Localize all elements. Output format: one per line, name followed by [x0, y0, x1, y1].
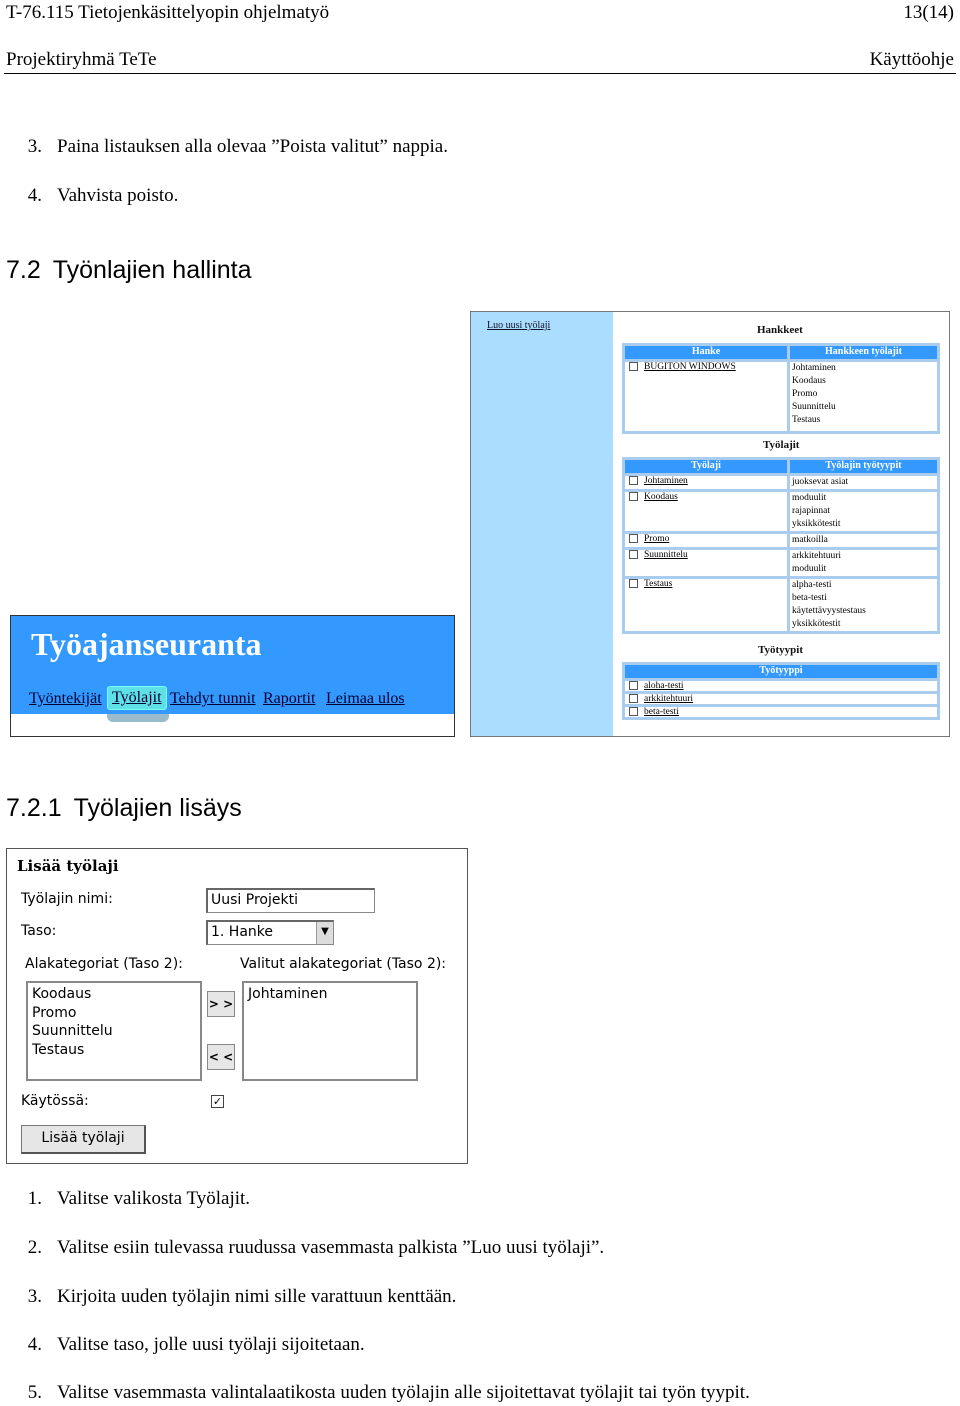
list-item: moduulit: [792, 564, 827, 574]
header-rule: [4, 73, 956, 74]
app-title: Työajanseuranta: [31, 626, 262, 662]
section-heading: [6, 794, 242, 823]
step-item: [4, 136, 448, 158]
hanke-link[interactable]: BUGITON WINDOWS: [644, 362, 736, 372]
section-number: 7.2: [6, 256, 41, 284]
hankkeet-table: [622, 343, 940, 434]
step-number: 5.: [27, 1382, 42, 1403]
step-text: Vahvista poisto.: [57, 185, 179, 206]
table-row: [624, 706, 939, 719]
tyotyyppi-header: Työtyyppi: [624, 664, 939, 680]
tyolajit-title: Työlajit: [763, 439, 800, 451]
tyolaji-link[interactable]: Johtaminen: [644, 476, 688, 486]
tyotyypit-table: [622, 662, 940, 720]
step-text: Kirjoita uuden työlajin nimi sille varattuun kenttään.: [57, 1286, 457, 1307]
list-item: moduulit: [792, 493, 827, 503]
step-number: 2.: [27, 1237, 42, 1258]
page-number: 13(14): [903, 2, 954, 23]
step-item: [4, 1334, 365, 1356]
step-text: Valitse vasemmasta valintalaatikosta uuden työlajin alle sijoitettavat työlajit tai työn tyypit.: [57, 1382, 750, 1403]
level-select[interactable]: [206, 920, 334, 945]
list-item: Testaus: [792, 415, 821, 425]
step-item: [4, 1188, 250, 1210]
list-item: käytettävyystestaus: [792, 606, 866, 616]
row-checkbox[interactable]: [629, 579, 638, 588]
tyotyypit-title: Työtyypit: [758, 644, 804, 656]
tyolaji-header: Työlaji: [624, 459, 789, 475]
table-row: [624, 491, 789, 533]
tyotyyppi-link[interactable]: arkkitehtuuri: [644, 694, 694, 704]
tyolajit-table: [622, 457, 940, 634]
types-cell: [789, 491, 939, 533]
row-checkbox[interactable]: [629, 362, 638, 371]
step-item: [4, 1382, 750, 1404]
list-item[interactable]: Promo: [32, 1004, 77, 1021]
step-item: [4, 185, 178, 207]
tyotyyppi-link[interactable]: beta-testi: [644, 707, 679, 717]
row-checkbox[interactable]: [629, 534, 638, 543]
active-label: Käytössä:: [21, 1093, 89, 1109]
table-row: [624, 549, 789, 578]
tyolaji-name-input[interactable]: Uusi Projekti: [206, 888, 375, 913]
list-item: Johtaminen: [792, 363, 836, 373]
list-item: Koodaus: [792, 376, 826, 386]
tyotyyppi-link[interactable]: aloha-testi: [644, 681, 684, 691]
table-row: [624, 680, 939, 693]
step-text: Valitse valikosta Työlajit.: [57, 1188, 251, 1209]
step-item: [4, 1286, 456, 1308]
tyolajin-tyotyypit-header: Työlajin työtyypit: [789, 459, 939, 475]
list-item: alpha-testi: [792, 580, 832, 590]
hankkeen-tyolajit-header: Hankkeen työlajit: [789, 345, 939, 361]
step-number: 1.: [27, 1188, 42, 1209]
active-checkbox[interactable]: ✓: [212, 1095, 223, 1108]
types-cell: [789, 549, 939, 578]
list-item[interactable]: Suunnittelu: [32, 1023, 113, 1039]
row-checkbox[interactable]: [629, 694, 638, 703]
group-name: Projektiryhmä TeTe: [6, 49, 157, 70]
move-right-button[interactable]: > >: [207, 991, 235, 1017]
nav-tyontekijat[interactable]: Työntekijät: [29, 690, 102, 707]
list-item: yksikkötestit: [792, 619, 841, 629]
document-type: Käyttöohje: [869, 49, 954, 70]
hankkeet-title: Hankkeet: [757, 324, 803, 336]
table-row: [624, 578, 789, 633]
app-banner-screenshot: [10, 615, 455, 737]
row-checkbox[interactable]: [629, 492, 638, 501]
name-label: Työlajin nimi:: [21, 891, 113, 907]
tyolaji-link[interactable]: Suunnittelu: [644, 550, 688, 560]
step-number: 4.: [27, 185, 42, 206]
level-select-value: 1. Hanke: [211, 924, 274, 940]
table-row: [624, 533, 789, 549]
step-text: Valitse esiin tulevassa ruudussa vasemmasta palkista ”Luo uusi työlaji”.: [57, 1237, 605, 1258]
table-row: [624, 475, 789, 491]
course-title: T-76.115 Tietojenkäsittelyopin ohjelmatyö: [6, 2, 330, 23]
list-item: Promo: [792, 389, 818, 399]
step-number: 3.: [27, 1286, 42, 1307]
section-title: Työnlajien hallinta: [52, 256, 252, 284]
row-checkbox[interactable]: [629, 707, 638, 716]
tyolaji-link[interactable]: Testaus: [644, 579, 673, 589]
tyolaji-link[interactable]: Promo: [644, 534, 670, 544]
selected-subcategories-listbox[interactable]: [242, 981, 418, 1081]
list-item: Suunnittelu: [792, 402, 836, 412]
table-row: [624, 693, 939, 706]
list-item: juoksevat asiat: [792, 477, 849, 487]
section-heading: [6, 256, 252, 285]
section-number: 7.2.1: [6, 794, 62, 822]
tyolajit-admin-screenshot: [470, 311, 950, 737]
row-checkbox[interactable]: [629, 476, 638, 485]
chevron-down-icon[interactable]: ▼: [316, 922, 333, 944]
types-cell: [789, 578, 939, 633]
step-text: Valitse taso, jolle uusi työlaji sijoitetaan.: [57, 1334, 365, 1355]
row-checkbox[interactable]: [629, 681, 638, 690]
subcategories-label: Alakategoriat (Taso 2):: [25, 956, 183, 972]
hanke-tyolajit-cell: [789, 361, 939, 433]
nav-tehdyt-tunnit[interactable]: Tehdyt tunnit: [170, 690, 256, 707]
tyolaji-link[interactable]: Koodaus: [644, 492, 678, 502]
row-checkbox[interactable]: [629, 550, 638, 559]
add-tyolaji-button[interactable]: Lisää työlaji: [21, 1125, 146, 1154]
create-tyolaji-link[interactable]: Luo uusi työlaji: [487, 320, 551, 331]
section-title: Työlajien lisäys: [73, 794, 242, 822]
list-item: beta-testi: [792, 593, 827, 603]
list-item[interactable]: Koodaus: [32, 986, 92, 1002]
list-item[interactable]: Johtaminen: [248, 986, 328, 1002]
move-left-button[interactable]: < <: [207, 1044, 235, 1070]
hanke-header: Hanke: [624, 345, 789, 361]
types-cell: [789, 475, 939, 491]
nav-leimaa-ulos[interactable]: Leimaa ulos: [326, 690, 405, 707]
nav-raportit[interactable]: Raportit: [263, 690, 316, 707]
selected-subcategories-label: Valitut alakategoriat (Taso 2):: [240, 956, 447, 972]
types-cell: [789, 533, 939, 549]
list-item: matkoilla: [792, 535, 828, 545]
table-row: [624, 361, 789, 433]
level-label: Taso:: [21, 923, 57, 939]
active-tab-shadow: [107, 714, 169, 722]
step-item: [4, 1237, 604, 1259]
form-title: Lisää työlaji: [17, 857, 119, 875]
list-item: arkkitehtuuri: [792, 551, 842, 561]
step-number: 3.: [27, 136, 42, 157]
add-tyolaji-form: [6, 848, 468, 1164]
admin-sidebar: [471, 312, 613, 736]
list-item[interactable]: Testaus: [32, 1041, 85, 1058]
step-text: Paina listauksen alla olevaa ”Poista valitut” nappia.: [57, 136, 448, 157]
step-number: 4.: [27, 1334, 42, 1355]
list-item: rajapinnat: [792, 506, 830, 516]
subcategories-listbox[interactable]: [26, 981, 202, 1081]
list-item: yksikkötestit: [792, 519, 841, 529]
main-nav: [11, 686, 454, 714]
nav-tyolajit[interactable]: Työlajit: [107, 686, 167, 710]
